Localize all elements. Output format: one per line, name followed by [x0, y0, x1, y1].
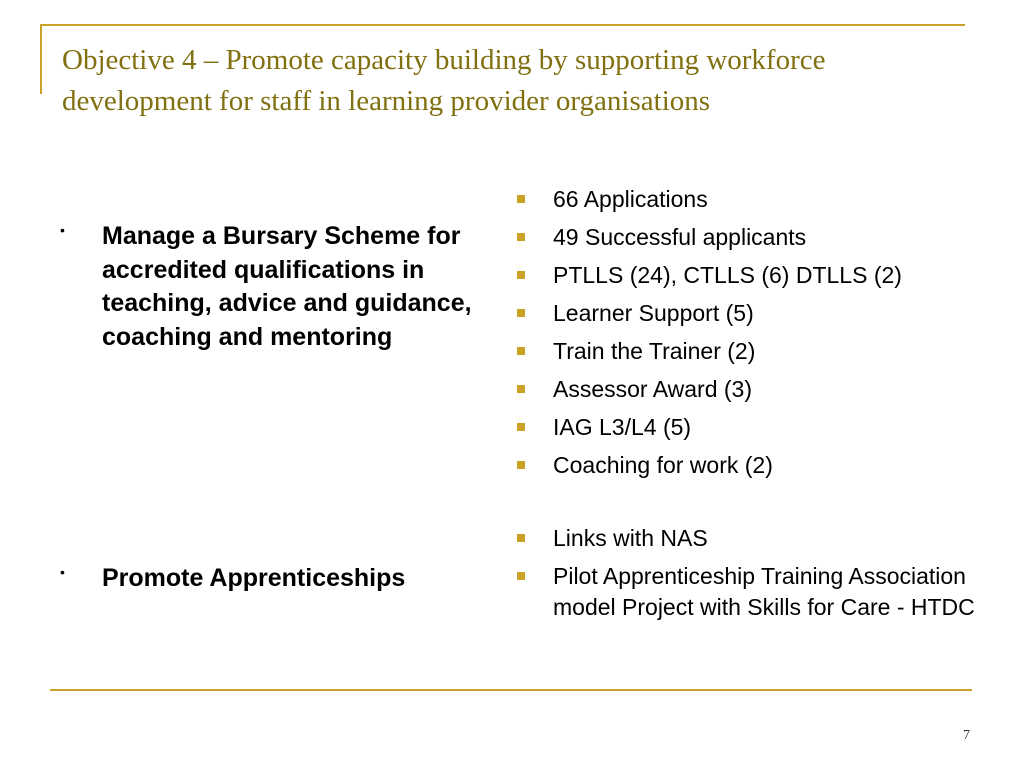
bottom-rule: [50, 689, 972, 691]
list-item-text: Train the Trainer (2): [553, 338, 756, 364]
list-item-text: PTLLS (24), CTLLS (6) DTLLS (2): [553, 262, 902, 288]
slide-title: Objective 4 – Promote capacity building by supporting workforce development for staff in learning provider organisations: [62, 44, 826, 117]
page-number: 7: [963, 728, 970, 743]
square-bullet-icon: [517, 423, 525, 431]
apprenticeship-list: [515, 523, 1015, 630]
bursary-stats-list: [515, 184, 1015, 488]
square-bullet-icon: [517, 233, 525, 241]
square-bullet-icon: [517, 572, 525, 580]
list-item: [515, 561, 1015, 622]
square-bullet-icon: [517, 347, 525, 355]
left-bullet-text: Promote Apprenticeships: [102, 564, 406, 592]
list-item-text: Learner Support (5): [553, 300, 754, 326]
list-item-text: Pilot Apprenticeship Training Association model Project with Skills for Care - HTDC: [553, 563, 975, 620]
list-item: [515, 412, 1015, 443]
bullet-dot-icon: •: [60, 564, 65, 580]
list-item: [515, 523, 1015, 554]
list-item-text: Coaching for work (2): [553, 452, 773, 478]
list-item: [515, 222, 1015, 253]
left-bullet-text: Manage a Bursary Scheme for accredited qualifications in teaching, advice and guidance, coaching and mentoring: [102, 222, 472, 351]
list-item: [515, 336, 1015, 367]
list-item: [515, 450, 1015, 481]
square-bullet-icon: [517, 195, 525, 203]
bullet-dot-icon: •: [60, 222, 65, 238]
list-item-text: 49 Successful applicants: [553, 224, 807, 250]
square-bullet-icon: [517, 534, 525, 542]
list-item-text: Links with NAS: [553, 525, 708, 551]
left-rule: [40, 24, 42, 94]
square-bullet-icon: [517, 271, 525, 279]
list-item: [515, 184, 1015, 215]
list-item: [515, 260, 1015, 291]
list-item: [515, 374, 1015, 405]
list-item: [515, 298, 1015, 329]
square-bullet-icon: [517, 309, 525, 317]
list-item-text: Assessor Award (3): [553, 376, 752, 402]
top-rule: [40, 24, 965, 26]
square-bullet-icon: [517, 461, 525, 469]
square-bullet-icon: [517, 385, 525, 393]
list-item-text: IAG L3/L4 (5): [553, 414, 692, 440]
list-item-text: 66 Applications: [553, 186, 708, 212]
